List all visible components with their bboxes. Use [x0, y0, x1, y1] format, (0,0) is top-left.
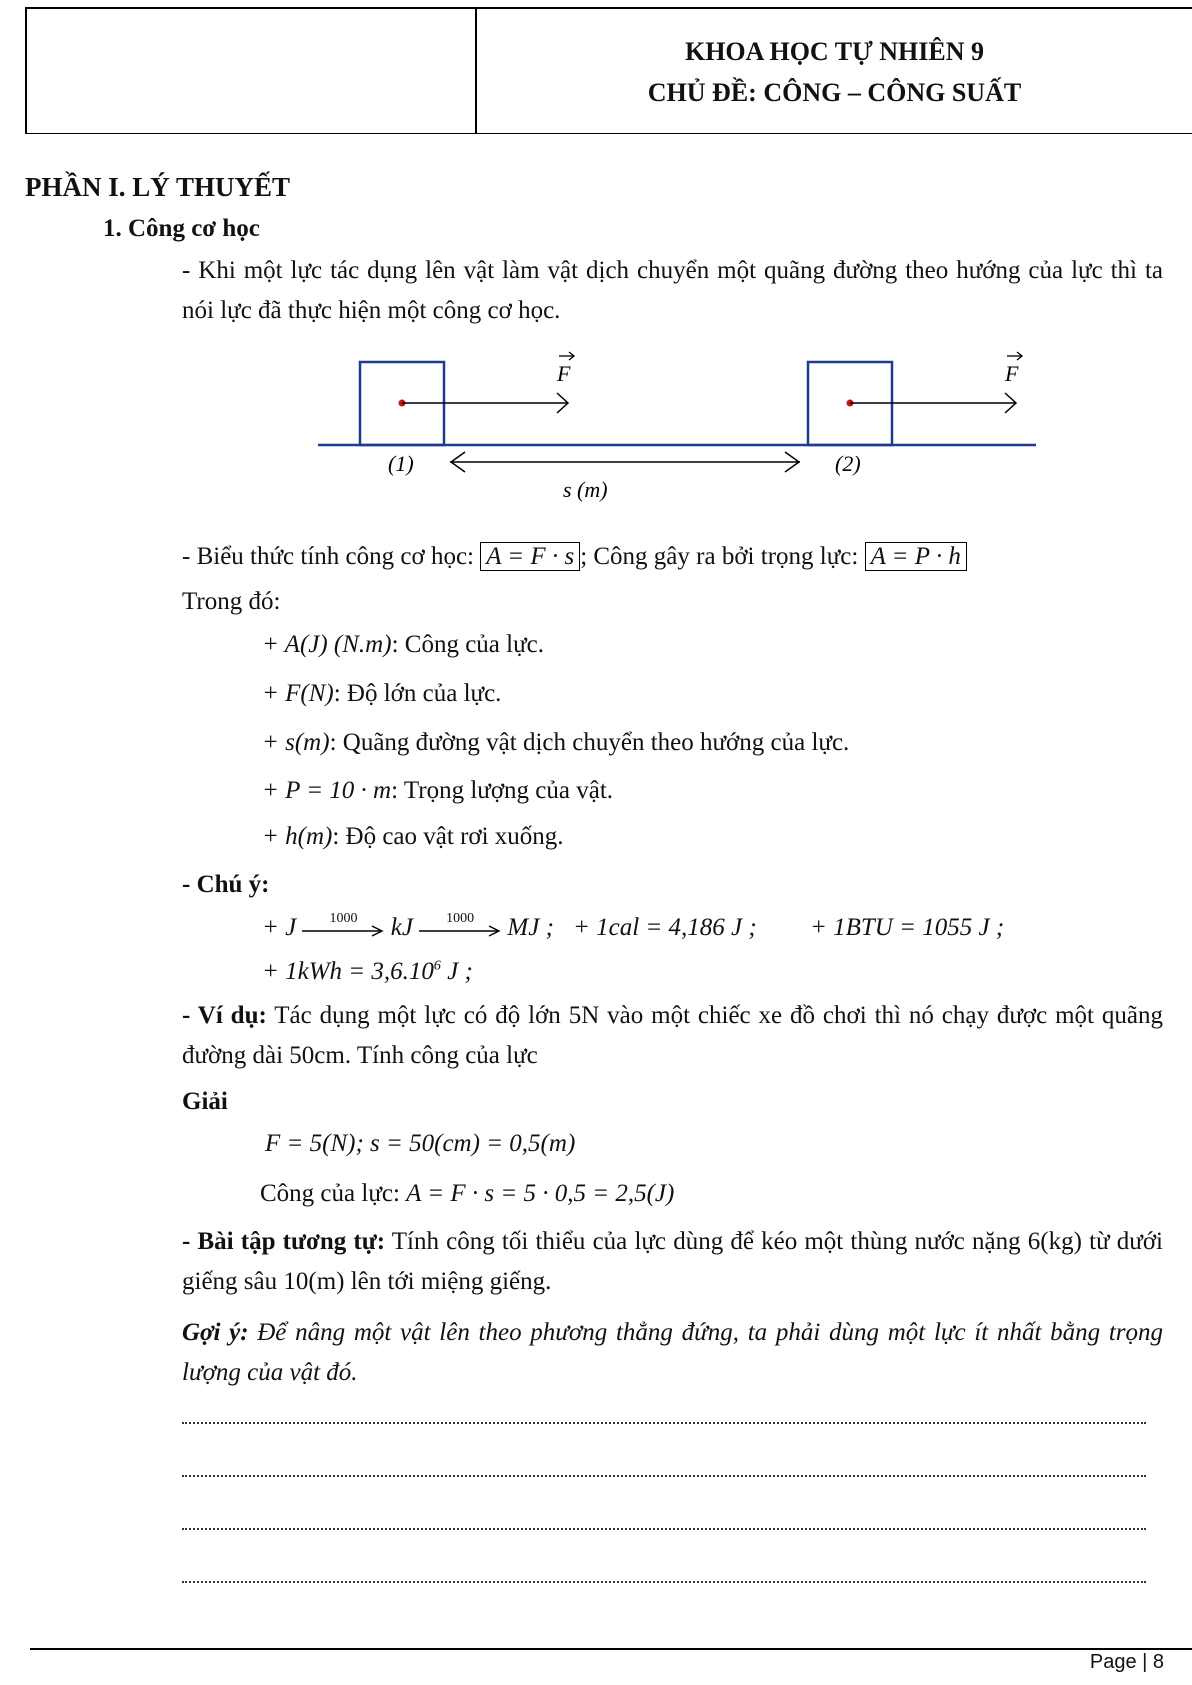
exercise-label: - Bài tập tương tự: — [182, 1228, 386, 1255]
section-title: PHẦN I. LÝ THUYẾT — [25, 172, 291, 202]
position-label-2: (2) — [835, 451, 861, 476]
vector-arrow-2 — [1007, 352, 1022, 360]
answer-line[interactable] — [182, 1473, 1146, 1477]
unit-mj: MJ ; — [507, 914, 554, 941]
topic-title: CHỦ ĐỀ: CÔNG – CÔNG SUẤT — [647, 78, 1022, 107]
subsection-title: 1. Công cơ học — [103, 215, 260, 242]
definition-item — [262, 631, 544, 659]
kwh-conversion — [262, 958, 473, 986]
solution-line-2 — [260, 1180, 674, 1208]
header-left-border — [25, 9, 27, 133]
definition-text: : Độ lớn của lực. — [333, 680, 502, 707]
definition-item — [262, 823, 564, 851]
subject-title: KHOA HỌC TỰ NHIÊN 9 — [684, 37, 985, 66]
distance-arrow — [450, 452, 800, 472]
solution-lead: Công của lực: — [260, 1180, 400, 1207]
force-arrow-1 — [402, 393, 568, 413]
definition-symbol: + A(J) (N.m) — [262, 631, 392, 658]
conversion-arrow-1 — [302, 911, 384, 939]
note-label: - Chú ý: — [182, 871, 270, 898]
answer-line[interactable] — [182, 1579, 1146, 1583]
formula-mid: ; Công gây ra bởi trọng lực: — [580, 543, 859, 570]
definition-symbol: + s(m) — [262, 729, 330, 756]
where-label: Trong đó: — [182, 588, 281, 615]
page-header — [25, 7, 1192, 134]
page-number: Page | 8 — [1089, 1651, 1164, 1673]
force-label-1: F — [557, 361, 571, 386]
definition-symbol: + P = 10 · m — [262, 777, 392, 804]
definition-item — [262, 729, 849, 757]
exercise-paragraph — [182, 1222, 1163, 1302]
solution-line-1: F = 5(N); s = 50(cm) = 0,5(m) — [265, 1130, 576, 1157]
definition-item — [262, 777, 613, 805]
definition-text: : Độ cao vật rơi xuống. — [332, 823, 564, 850]
definition-symbol: + h(m) — [262, 823, 333, 850]
solution-math: A = F · s = 5 · 0,5 = 2,5(J) — [406, 1180, 675, 1207]
footer-rule — [30, 1648, 1192, 1650]
hint-label: Gợi ý: — [182, 1319, 249, 1346]
force-arrow-2 — [850, 393, 1016, 413]
intro-paragraph: - Khi một lực tác dụng lên vật làm vật dịch chuyển một quãng đường theo hướng của lực thì ta nói lực đã thực hiện một công cơ học. — [182, 257, 1163, 324]
definition-text: : Công của lực. — [391, 631, 544, 658]
conversion-factor-1: 1000 — [329, 911, 358, 927]
cal-conversion: + 1cal = 4,186 J ; — [573, 914, 757, 941]
header-title — [477, 31, 1192, 113]
kwh-exponent: 6 — [433, 958, 441, 974]
hint-text: Để nâng một vật lên theo phương thẳng đứng, ta phải dùng một lực ít nhất bằng trọng lượng của vật đó. — [182, 1319, 1163, 1386]
example-label: - Ví dụ: — [182, 1002, 267, 1029]
unit-kj: kJ — [390, 914, 413, 941]
vector-arrow-1 — [559, 352, 574, 360]
position-label-1: (1) — [388, 451, 414, 476]
distance-label: s (m) — [563, 477, 608, 502]
unit-conversion-line — [262, 911, 554, 942]
definition-symbol: + F(N) — [262, 680, 334, 707]
example-text: Tác dụng một lực có độ lớn 5N vào một chiếc xe đồ chơi thì nó chạy được một quãng đường dài 50cm. Tính công của lực — [182, 1002, 1163, 1069]
conversion-factor-2: 1000 — [446, 911, 475, 927]
answer-line[interactable] — [182, 1420, 1146, 1424]
definition-item — [262, 680, 501, 708]
force-diagram — [310, 345, 1045, 505]
unit-j: + J — [262, 914, 297, 941]
work-formula-box: A = F · s — [480, 542, 580, 571]
solution-label: Giải — [182, 1088, 228, 1115]
example-paragraph — [182, 996, 1163, 1076]
kwh-base: + 1kWh = 3,6.10 — [262, 958, 434, 985]
exercise-text: Tính công tối thiểu của lực dùng để kéo một thùng nước nặng 6(kg) từ dưới giếng sâu 10(m) lên tới miệng giếng. — [182, 1228, 1163, 1295]
answer-line[interactable] — [182, 1526, 1146, 1530]
force-label-2: F — [1005, 361, 1019, 386]
conversion-arrow-2 — [419, 911, 501, 939]
definition-text: : Trọng lượng của vật. — [391, 777, 614, 804]
hint-paragraph — [182, 1313, 1163, 1393]
formula-line — [182, 543, 967, 571]
definition-text: : Quãng đường vật dịch chuyển theo hướng của lực. — [329, 729, 850, 756]
formula-lead: - Biểu thức tính công cơ học: — [182, 543, 474, 570]
kwh-unit: J ; — [440, 958, 473, 985]
gravity-formula-box: A = P · h — [865, 542, 967, 571]
btu-conversion: + 1BTU = 1055 J ; — [810, 914, 1005, 941]
